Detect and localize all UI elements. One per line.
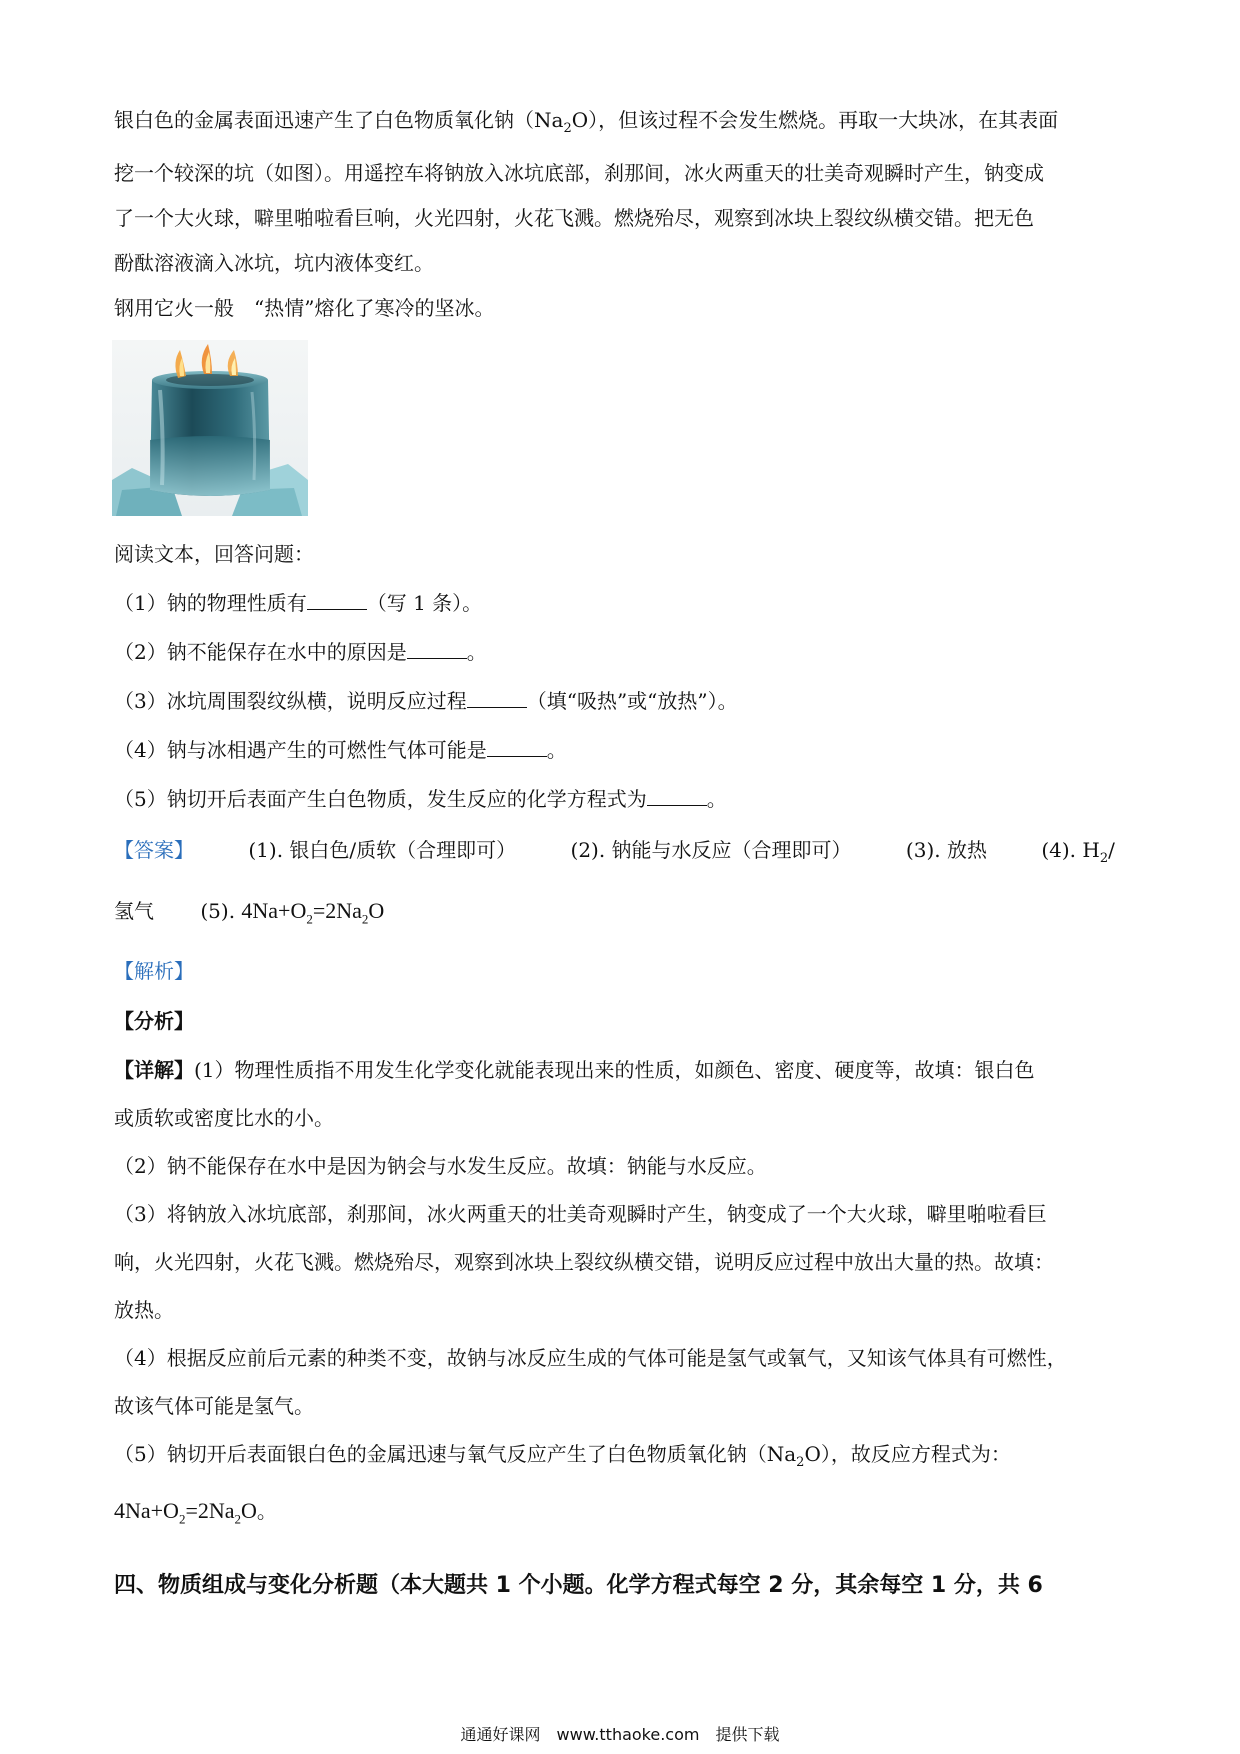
intro-line-1: 银白色的金属表面迅速产生了白色物质氧化钠（Na <box>114 108 564 132</box>
subscript: 2 <box>563 121 572 136</box>
detail-4b: 故该气体可能是氢气。 <box>114 1394 314 1419</box>
intro-line-5-text: 钢用它火一般 “热情”熔化了寒冷的坚冰。 <box>114 296 495 320</box>
answer-tag: 【答案】 <box>114 838 194 862</box>
answer-blank[interactable] <box>487 736 547 757</box>
detail-2: （2）钠不能保存在水中是因为钠会与水发生反应。故填：钠能与水反应。 <box>114 1154 767 1179</box>
question-1 <box>114 579 1134 628</box>
analysis-heading <box>114 945 1134 997</box>
question-2-text: （2）钠不能保存在水中的原因是 <box>114 640 407 664</box>
detail-equation <box>114 1498 257 1527</box>
question-3-tail: （填“吸热”或“放热”）。 <box>526 689 738 713</box>
intro-line-3: 了一个大火球，噼里啪啦看巨响，火光四射，火花飞溅。燃烧殆尽，观察到冰块上裂纹纵横交错。把无色 <box>114 206 1034 230</box>
detail-1a: (1）物理性质指不用发生化学变化就能表现出来的性质，如颜色、密度、硬度等，故填：银白色 <box>194 1058 1035 1083</box>
eq-part-1: 4Na+O <box>114 1498 179 1524</box>
answer-blank[interactable] <box>647 785 707 806</box>
eq-part-2: =2Na <box>312 898 362 923</box>
question-2 <box>114 628 1134 677</box>
detail-tag: 【详解】 <box>114 1058 194 1083</box>
detail-5b: O），故反应方程式为： <box>804 1442 1011 1467</box>
answer-blank[interactable] <box>307 589 367 610</box>
subscript: 2 <box>361 911 369 927</box>
question-5-tail: 。 <box>706 787 727 811</box>
subscript: 2 <box>796 1455 805 1471</box>
subscript: 2 <box>306 911 313 927</box>
question-5 <box>114 775 1134 824</box>
eq-part-2: =2Na <box>185 1498 235 1524</box>
eq-end: 。 <box>256 1499 277 1524</box>
subscript: 2 <box>178 1511 186 1527</box>
answer-1: (1). 银白色/质软（合理即可） <box>248 838 517 862</box>
question-2-tail: 。 <box>466 640 487 664</box>
answer-row <box>114 824 1134 885</box>
eq-part-3: O <box>241 1498 257 1524</box>
intro-paragraph <box>114 98 1134 286</box>
subscript: 2 <box>234 1511 242 1527</box>
question-4 <box>114 726 1134 775</box>
detail-5a: （5）钠切开后表面银白色的金属迅速与氧气反应产生了白色物质氧化钠（Na <box>114 1442 797 1467</box>
detail-4a: （4）根据反应前后元素的种类不变，故钠与冰反应生成的气体可能是氢气或氧气，又知该气体具有可燃性， <box>114 1346 1067 1371</box>
question-1-tail: （写 1 条）。 <box>366 591 483 615</box>
fenxi-heading: 【分析】 <box>114 1009 194 1034</box>
answer-blank[interactable] <box>467 687 527 708</box>
intro-line-1b: O），但该过程不会发生燃烧。再取一大块冰，在其表面 <box>571 108 1059 132</box>
question-3-text: （3）冰坑周围裂纹纵横，说明反应过程 <box>114 689 467 713</box>
question-5-text: （5）钠切开后表面产生白色物质，发生反应的化学方程式为 <box>114 787 647 811</box>
answer-5: (5). <box>200 899 236 923</box>
answer-4-slash: / <box>1108 838 1115 862</box>
question-4-tail: 。 <box>546 738 567 762</box>
detail-3c: 放热。 <box>114 1298 174 1323</box>
detail-block <box>114 1046 1134 1543</box>
answer-4: (4). H <box>1041 838 1100 862</box>
analysis-tag: 【解析】 <box>114 959 194 984</box>
equation <box>241 898 385 927</box>
page-footer[interactable]: 通通好课网 www.tthaoke.com 提供下载 <box>460 1725 780 1744</box>
answer-blank[interactable] <box>407 638 467 659</box>
detail-1b: 或质软或密度比水的小。 <box>114 1106 334 1131</box>
question-1-text: （1）钠的物理性质有 <box>114 591 307 615</box>
answer-4-cont: 氢气 <box>114 899 154 923</box>
detail-3a: （3）将钠放入冰坑底部，刹那间，冰火两重天的壮美奇观瞬时产生，钠变成了一个大火球，噼里啪啦看巨 <box>114 1202 1047 1227</box>
question-4-text: （4）钠与冰相遇产生的可燃性气体可能是 <box>114 738 487 762</box>
document-page <box>114 98 1134 1628</box>
ice-block-fire-image <box>112 340 308 516</box>
intro-line-5 <box>114 288 1134 328</box>
intro-line-4: 酚酞溶液滴入冰坑，坑内液体变红。 <box>114 251 434 275</box>
section-title: 四、物质组成与变化分析题（本大题共 1 个小题。化学方程式每空 2 分，其余每空 1 分，共 6 <box>114 1572 1043 1598</box>
eq-part-1: 4Na+O <box>241 898 307 923</box>
answer-3: (3). 放热 <box>905 838 987 862</box>
detail-3b: 响，火光四射，火花飞溅。燃烧殆尽，观察到冰块上裂纹纵横交错，说明反应过程中放出大量的热。故填： <box>114 1250 1054 1275</box>
question-3 <box>114 677 1134 726</box>
eq-part-3: O <box>368 898 385 923</box>
answer-row-2 <box>114 885 1134 945</box>
intro-line-2: 挖一个较深的坑（如图）。用遥控车将钠放入冰坑底部，刹那间，冰火两重天的壮美奇观瞬时产生，钠变成 <box>114 161 1044 185</box>
answer-2: (2). 钠能与水反应（合理即可） <box>570 838 852 862</box>
reading-prompt: 阅读文本，回答问题： <box>114 542 314 566</box>
subscript: 2 <box>1099 851 1109 866</box>
